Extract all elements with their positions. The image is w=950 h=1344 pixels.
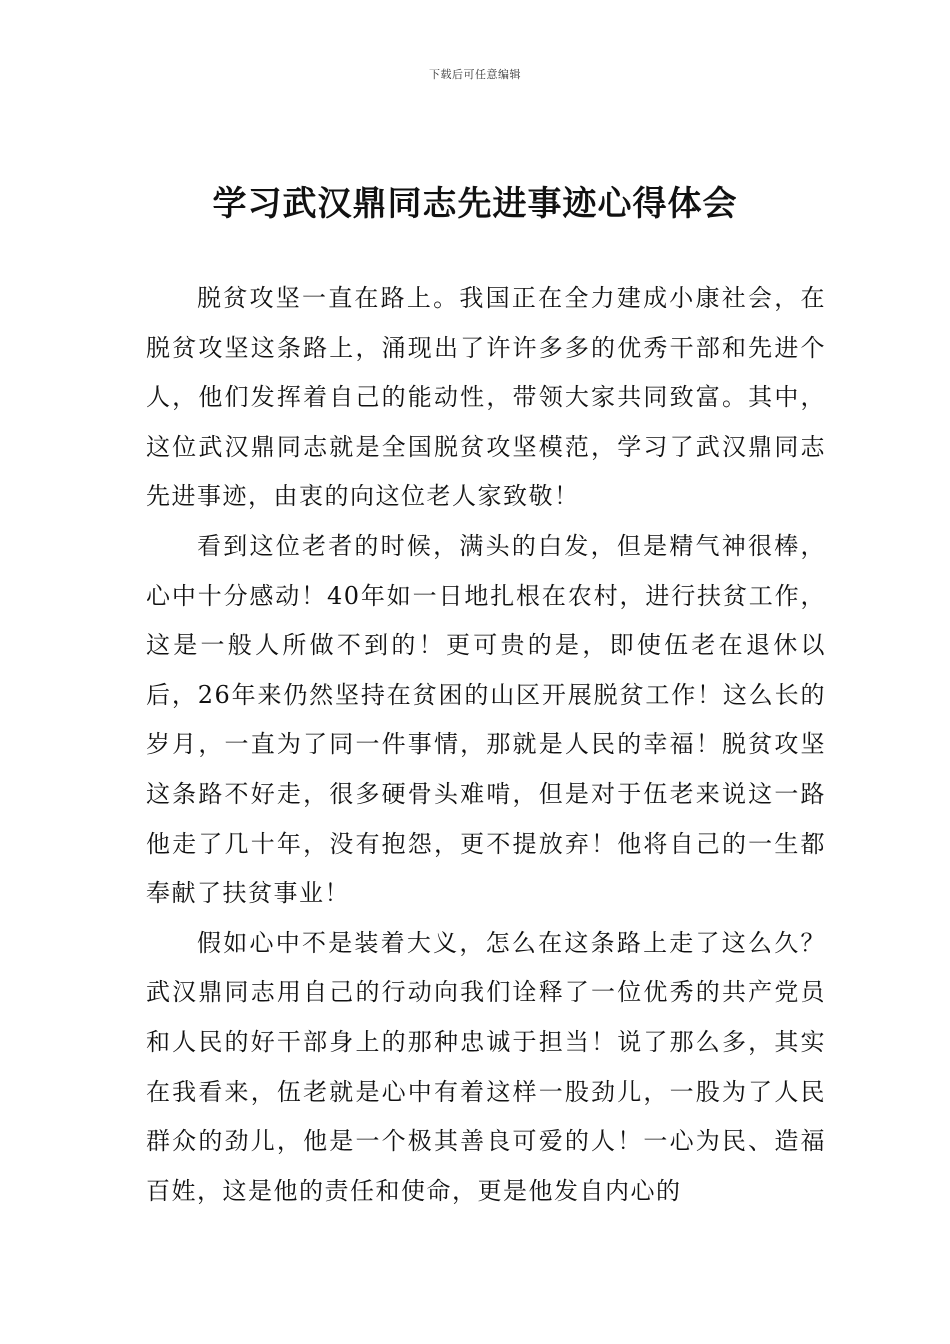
document-title: 学习武汉鼎同志先进事迹心得体会: [212, 184, 738, 224]
paragraph-1: 脱贫攻坚一直在路上。我国正在全力建成小康社会，在脱贫攻坚这条路上，涌现出了许许多多的优秀干部和先进个人，他们发挥着自己的能动性，带领大家共同致富。其中，这位武汉鼎同志就是全国脱贫攻坚模范，学习了武汉鼎同志先进事迹，由衷的向这位老人家致敬！: [146, 284, 826, 511]
document-body: [146, 274, 826, 1216]
paragraph-3: 假如心中不是装着大义，怎么在这条路上走了这么久？武汉鼎同志用自己的行动向我们诠释了一位优秀的共产党员和人民的好干部身上的那种忠诚于担当！说了那么多，其实在我看来，伍老就是心中有着这样一股劲儿，一股为了人民群众的劲儿，他是一个极其善良可爱的人！一心为民、造福百姓，这是他的责任和使命，更是他发自内心的: [146, 928, 826, 1205]
paragraph-2: 看到这位老者的时候，满头的白发，但是精气神很棒，心中十分感动！40年如一日地扎根在农村，进行扶贫工作，这是一般人所做不到的！更可贵的是，即使伍老在退休以后，26年来仍然坚持在贫困的山区开展脱贫工作！这么长的岁月，一直为了同一件事情，那就是人民的幸福！脱贫攻坚这条路不好走，很多硬骨头难啃，但是对于伍老来说这一路他走了几十年，没有抱怨，更不提放弃！他将自己的一生都奉献了扶贫事业！: [146, 531, 826, 908]
header-note: 下载后可任意编辑: [429, 68, 521, 81]
